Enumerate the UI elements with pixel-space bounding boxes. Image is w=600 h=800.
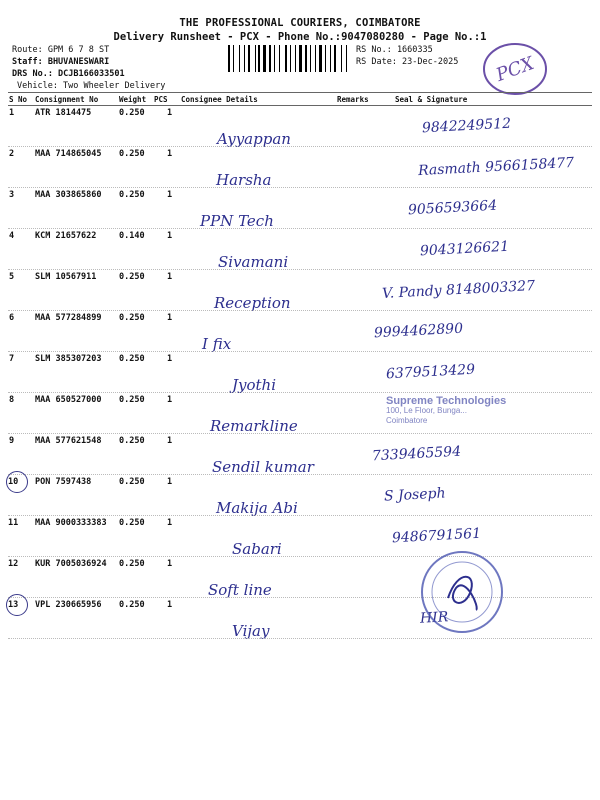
handwritten-signature: 9994462890 — [373, 320, 464, 342]
row-separator — [8, 638, 592, 639]
row-serial-number: 4 — [9, 231, 15, 241]
pcs-value: 1 — [167, 436, 173, 446]
table-row — [0, 106, 600, 147]
supreme-stamp-line3: Coimbatore — [386, 416, 428, 425]
barcode-bar — [281, 45, 284, 72]
weight-value: 0.250 — [119, 149, 145, 159]
consignee-handwritten-name: Soft line — [208, 581, 272, 599]
consignment-number: ATR 1814475 — [35, 108, 92, 118]
barcode-bar — [231, 45, 232, 72]
table-row — [0, 147, 600, 188]
vehicle-label: Vehicle: Two Wheeler Delivery — [17, 81, 166, 91]
barcode-bar — [246, 45, 247, 72]
weight-value: 0.140 — [119, 231, 145, 241]
barcode-bar — [330, 45, 331, 72]
row-serial-number: 6 — [9, 313, 15, 323]
barcode-bar — [319, 45, 322, 72]
barcode-bar — [303, 45, 304, 72]
table-row — [0, 311, 600, 352]
weight-value: 0.250 — [119, 600, 145, 610]
pcs-value: 1 — [167, 272, 173, 282]
weight-value: 0.250 — [119, 477, 145, 487]
barcode — [228, 45, 348, 72]
col-consignee: Consignee Details — [181, 95, 258, 104]
barcode-bar — [315, 45, 316, 72]
table-row — [0, 516, 600, 557]
barcode-bar — [228, 45, 230, 72]
row-serial-number: 3 — [9, 190, 15, 200]
col-remarks: Remarks — [337, 95, 369, 104]
handwritten-signature: V. Pandy 8148003327 — [381, 278, 536, 302]
consignment-number: KUR 7005036924 — [35, 559, 107, 569]
barcode-bar — [299, 45, 302, 72]
barcode-bar — [241, 45, 243, 72]
barcode-bar — [248, 45, 250, 72]
consignee-handwritten-name: Ayyappan — [217, 130, 291, 148]
barcode-bar — [276, 45, 278, 72]
row-serial-number: 7 — [9, 354, 15, 364]
consignment-number: MAA 714865045 — [35, 149, 102, 159]
consignment-number: PON 7597438 — [35, 477, 92, 487]
runsheet-header-title: THE PROFESSIONAL COURIERS, COIMBATORE — [179, 17, 421, 29]
weight-value: 0.250 — [119, 395, 145, 405]
barcode-bar — [334, 45, 336, 72]
barcode-bar — [327, 45, 329, 72]
consignee-handwritten-name: Sivamani — [218, 253, 289, 271]
barcode-bar — [235, 45, 238, 72]
barcode-bar — [261, 45, 262, 72]
handwritten-signature: Rasmath 9566158477 — [417, 154, 575, 180]
consignment-number: MAA 577284899 — [35, 313, 102, 323]
barcode-bar — [288, 45, 289, 72]
barcode-bar — [343, 45, 345, 72]
consignment-number: SLM 10567911 — [35, 272, 97, 282]
drs-number: DRS No.: DCJB166033501 — [12, 69, 125, 79]
barcode-bar — [233, 45, 234, 72]
barcode-bar — [272, 45, 273, 72]
consignment-number: MAA 9000333383 — [35, 518, 107, 528]
col-sno: S No — [9, 95, 28, 104]
pcs-value: 1 — [167, 559, 173, 569]
weight-value: 0.250 — [119, 272, 145, 282]
route-label: Route: GPM 6 7 8 ST — [12, 45, 110, 55]
row-serial-number: 13 — [8, 600, 19, 610]
barcode-bar — [239, 45, 240, 72]
handwritten-signature: HIR — [419, 609, 449, 627]
barcode-bar — [346, 45, 347, 72]
table-row — [0, 598, 600, 639]
pcs-value: 1 — [167, 518, 173, 528]
handwritten-signature: S Joseph — [383, 485, 446, 505]
col-pcs: PCS — [154, 95, 168, 104]
consignee-handwritten-name: I fix — [202, 335, 232, 353]
pcs-value: 1 — [167, 477, 173, 487]
barcode-bar — [267, 45, 268, 72]
pcs-value: 1 — [167, 313, 173, 323]
pcx-stamp-text: PCX — [493, 52, 537, 86]
row-serial-number: 11 — [8, 518, 19, 528]
rs-date: RS Date: 23-Dec-2025 — [356, 57, 459, 67]
consignment-number: MAA 303865860 — [35, 190, 102, 200]
weight-value: 0.250 — [119, 190, 145, 200]
consignment-number: KCM 21657622 — [35, 231, 97, 241]
pcs-value: 1 — [167, 108, 173, 118]
col-consignment: Consignment No — [35, 95, 99, 104]
barcode-bar — [323, 45, 324, 72]
table-row — [0, 557, 600, 598]
row-serial-number: 12 — [8, 559, 19, 569]
barcode-bar — [337, 45, 340, 72]
row-serial-number: 10 — [8, 477, 19, 487]
table-row — [0, 229, 600, 270]
handwritten-signature: 9056593664 — [407, 197, 498, 219]
handwritten-signature: 9842249512 — [421, 115, 512, 137]
consignee-handwritten-name: Jyothi — [232, 376, 277, 394]
barcode-bar — [244, 45, 245, 72]
col-weight: Weight — [119, 95, 147, 104]
table-row — [0, 352, 600, 393]
barcode-bar — [255, 45, 256, 72]
pcs-value: 1 — [167, 231, 173, 241]
supreme-stamp-line1: Supreme Technologies — [386, 395, 507, 407]
row-serial-number: 9 — [9, 436, 15, 446]
barcode-bar — [297, 45, 298, 72]
row-serial-number: 1 — [9, 108, 15, 118]
weight-value: 0.250 — [119, 108, 145, 118]
supreme-technologies-stamp — [386, 396, 526, 440]
barcode-bar — [269, 45, 271, 72]
pcx-stamp — [480, 40, 550, 98]
barcode-bar — [251, 45, 254, 72]
barcode-bar — [263, 45, 266, 72]
barcode-bar — [295, 45, 296, 72]
barcode-bar — [274, 45, 275, 72]
barcode-bar — [325, 45, 326, 72]
handwritten-signature: 6379513429 — [385, 361, 476, 383]
pcs-value: 1 — [167, 354, 173, 364]
table-row — [0, 475, 600, 516]
table-row — [0, 270, 600, 311]
consignee-handwritten-name: Makija Abi — [216, 499, 298, 517]
staff-label: Staff: BHUVANESWARI — [12, 57, 110, 67]
runsheet-header-subtitle: Delivery Runsheet - PCX - Phone No.:9047080280 - Page No.:1 — [113, 31, 487, 43]
barcode-bar — [292, 45, 294, 72]
rs-number: RS No.: 1660335 — [356, 45, 433, 55]
barcode-bar — [258, 45, 260, 72]
weight-value: 0.250 — [119, 518, 145, 528]
consignee-handwritten-name: Sendil kumar — [212, 458, 314, 476]
pcs-value: 1 — [167, 395, 173, 405]
weight-value: 0.250 — [119, 354, 145, 364]
row-serial-number: 8 — [9, 395, 15, 405]
col-seal-signature: Seal & Signature — [395, 95, 468, 104]
barcode-bar — [285, 45, 287, 72]
pcs-value: 1 — [167, 600, 173, 610]
row-serial-number: 2 — [9, 149, 15, 159]
barcode-bar — [332, 45, 333, 72]
weight-value: 0.250 — [119, 559, 145, 569]
handwritten-signature: 9043126621 — [419, 238, 510, 260]
consignee-handwritten-name: Harsha — [216, 171, 272, 189]
consignee-handwritten-name: Vijay — [232, 622, 270, 640]
handwritten-signature: 9486791561 — [391, 525, 482, 547]
consignee-handwritten-name: Reception — [214, 294, 291, 312]
consignment-number: MAA 650527000 — [35, 395, 102, 405]
header-top-rule — [8, 92, 592, 93]
consignee-handwritten-name: PPN Tech — [200, 212, 274, 230]
row-serial-number: 5 — [9, 272, 15, 282]
barcode-bar — [279, 45, 280, 72]
round-company-stamp — [418, 548, 506, 636]
weight-value: 0.250 — [119, 436, 145, 446]
pcs-value: 1 — [167, 149, 173, 159]
handwritten-signature: 7339465594 — [371, 443, 462, 465]
consignment-number: MAA 577621548 — [35, 436, 102, 446]
table-row — [0, 434, 600, 475]
consignment-number: SLM 385307203 — [35, 354, 102, 364]
consignee-handwritten-name: Sabari — [232, 540, 282, 558]
supreme-stamp-line2: 100, Le Floor, Bunga... — [386, 406, 467, 415]
barcode-bar — [312, 45, 314, 72]
barcode-bar — [341, 45, 342, 72]
weight-value: 0.250 — [119, 313, 145, 323]
table-row — [0, 188, 600, 229]
barcode-bar — [257, 45, 258, 72]
barcode-bar — [310, 45, 311, 72]
consignee-handwritten-name: Remarkline — [210, 417, 298, 435]
barcode-bar — [290, 45, 291, 72]
pcs-value: 1 — [167, 190, 173, 200]
barcode-bar — [308, 45, 309, 72]
barcode-bar — [317, 45, 319, 72]
barcode-bar — [305, 45, 307, 72]
consignment-number: VPL 230665956 — [35, 600, 102, 610]
